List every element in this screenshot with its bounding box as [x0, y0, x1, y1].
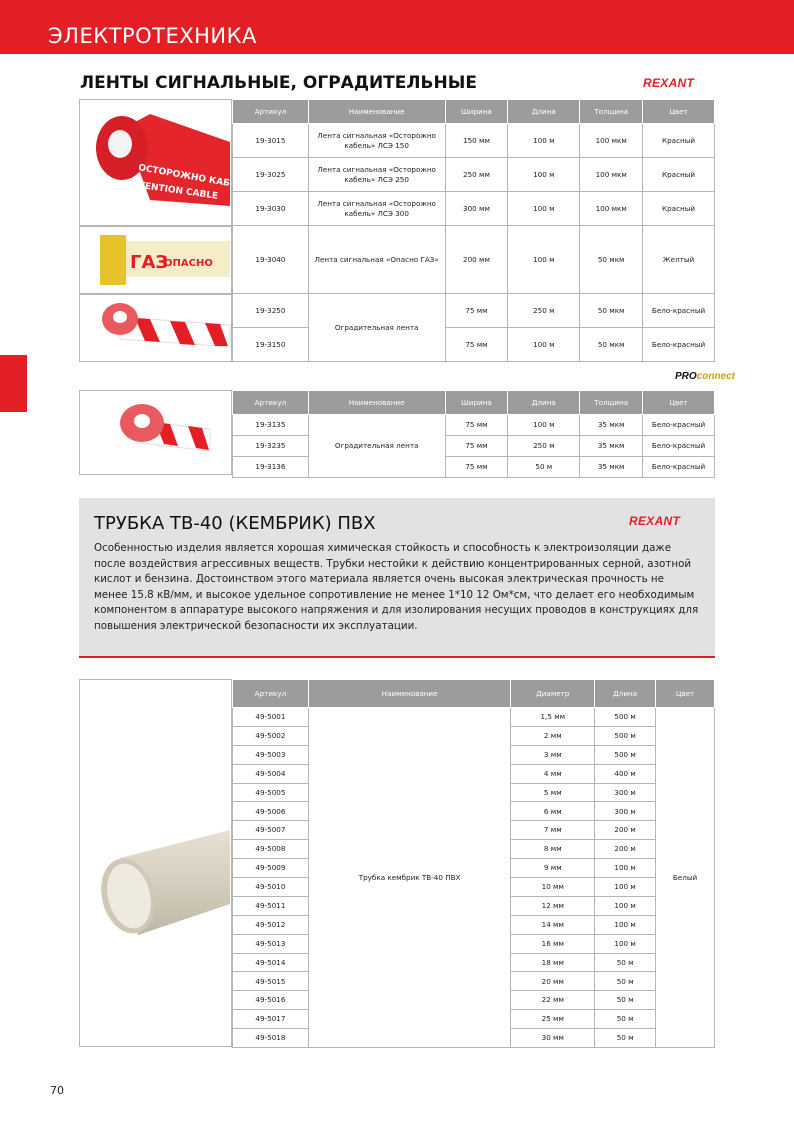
cell-length: 500 м	[595, 726, 656, 745]
product-image-pvc-tube	[79, 679, 232, 1047]
product-image-barrier-tape	[79, 294, 232, 362]
col-header-width: Ширина	[445, 100, 508, 124]
cell-diameter: 25 мм	[511, 1010, 595, 1029]
tube-table	[232, 679, 715, 1048]
cell-sku: 19-3135	[233, 415, 309, 436]
table-row	[233, 457, 715, 478]
cell-color: Красный	[643, 192, 715, 226]
cell-length: 100 м	[595, 859, 656, 878]
col-header-sku: Артикул	[233, 100, 309, 124]
cell-diameter: 20 мм	[511, 972, 595, 991]
col-header-name: Наименование	[308, 100, 445, 124]
cell-diameter: 18 мм	[511, 953, 595, 972]
table-header-row	[233, 391, 715, 415]
col-header-name: Наименование	[308, 391, 445, 415]
cell-diameter: 12 мм	[511, 896, 595, 915]
cell-sku: 19-3250	[233, 294, 309, 328]
cell-length: 100 м	[595, 878, 656, 897]
cell-sku: 49-5008	[233, 840, 309, 859]
cell-thickness: 100 мкм	[580, 124, 643, 158]
cell-sku: 19-3030	[233, 192, 309, 226]
cell-length: 50 м	[595, 1029, 656, 1048]
col-header-diameter: Диаметр	[511, 680, 595, 708]
product-image-barrier-tape-pro	[79, 390, 232, 475]
cell-length: 100 м	[595, 934, 656, 953]
col-header-length: Длина	[595, 680, 656, 708]
cell-color: Бело-красный	[643, 294, 715, 328]
cell-length: 300 м	[595, 802, 656, 821]
cell-diameter: 6 мм	[511, 802, 595, 821]
cell-thickness: 35 мкм	[580, 457, 643, 478]
col-header-length: Длина	[508, 100, 580, 124]
cell-sku: 49-5007	[233, 821, 309, 840]
cell-length: 400 м	[595, 764, 656, 783]
cell-name-merged: Оградительная лента	[308, 294, 445, 362]
cell-color: Желтый	[643, 226, 715, 294]
cell-width: 150 мм	[445, 124, 508, 158]
cell-sku: 49-5006	[233, 802, 309, 821]
cell-name: Лента сигнальная «Осторожно кабель» ЛСЭ 300	[308, 192, 445, 226]
cell-sku: 49-5014	[233, 953, 309, 972]
cell-thickness: 100 мкм	[580, 158, 643, 192]
cell-length: 250 м	[508, 436, 580, 457]
cell-diameter: 8 мм	[511, 840, 595, 859]
cell-length: 50 м	[595, 1010, 656, 1029]
divider	[79, 656, 715, 658]
product-image-cable-tape	[79, 99, 232, 226]
col-header-length: Длина	[508, 391, 580, 415]
cell-sku: 19-3235	[233, 436, 309, 457]
cell-length: 200 м	[595, 821, 656, 840]
table-row	[233, 436, 715, 457]
cell-sku: 49-5016	[233, 991, 309, 1010]
tape-print-1: ОСТОРОЖНО КАБЕЛЬ	[137, 163, 231, 193]
cell-diameter: 10 мм	[511, 878, 595, 897]
cell-diameter: 9 мм	[511, 859, 595, 878]
cell-sku: 49-5009	[233, 859, 309, 878]
col-header-sku: Артикул	[233, 391, 309, 415]
cell-sku: 49-5010	[233, 878, 309, 897]
cell-thickness: 100 мкм	[580, 192, 643, 226]
cell-length: 200 м	[595, 840, 656, 859]
cell-name: Лента сигнальная «Опасно ГАЗ»	[308, 226, 445, 294]
cell-sku: 19-3150	[233, 328, 309, 362]
cell-width: 75 мм	[445, 457, 508, 478]
rexant-logo-2: REXANT	[629, 514, 681, 528]
cell-diameter: 4 мм	[511, 764, 595, 783]
cell-color: Красный	[643, 124, 715, 158]
cell-diameter: 14 мм	[511, 915, 595, 934]
cell-length: 100 м	[508, 192, 580, 226]
cell-color: Бело-красный	[643, 415, 715, 436]
cell-sku: 19-3040	[233, 226, 309, 294]
cell-width: 75 мм	[445, 415, 508, 436]
cell-length: 100 м	[508, 415, 580, 436]
proconnect-logo: PROconnect	[675, 371, 736, 382]
cell-sku: 49-5012	[233, 915, 309, 934]
cell-diameter: 3 мм	[511, 745, 595, 764]
rexant-logo: REXANT	[643, 76, 695, 90]
table-row	[233, 708, 715, 727]
cell-length: 250 м	[508, 294, 580, 328]
cell-name-merged: Оградительная лента	[308, 415, 445, 478]
cell-width: 250 мм	[445, 158, 508, 192]
cell-color-merged: Белый	[656, 708, 715, 1048]
header-band	[0, 0, 794, 54]
cell-name: Лента сигнальная «Осторожно кабель» ЛСЭ 250	[308, 158, 445, 192]
cell-sku: 49-5001	[233, 708, 309, 727]
table-row	[233, 158, 715, 192]
cell-length: 50 м	[508, 457, 580, 478]
cell-length: 100 м	[508, 328, 580, 362]
cell-diameter: 2 мм	[511, 726, 595, 745]
section-title-tapes: ЛЕНТЫ СИГНАЛЬНЫЕ, ОГРАДИТЕЛЬНЫЕ	[80, 73, 477, 93]
col-header-thickness: Толщина	[580, 100, 643, 124]
table-row	[233, 328, 715, 362]
cell-sku: 19-3025	[233, 158, 309, 192]
cell-diameter: 30 мм	[511, 1029, 595, 1048]
cell-length: 100 м	[508, 124, 580, 158]
cell-thickness: 35 мкм	[580, 415, 643, 436]
cell-sku: 49-5011	[233, 896, 309, 915]
cell-thickness: 50 мкм	[580, 294, 643, 328]
table-header-row	[233, 680, 715, 708]
col-header-color: Цвет	[643, 100, 715, 124]
cell-color: Бело-красный	[643, 436, 715, 457]
cell-length: 100 м	[595, 896, 656, 915]
page-number: 70	[50, 1084, 64, 1097]
tapes-pro-table	[232, 390, 715, 478]
category-title: ЭЛЕКТРОТЕХНИКА	[48, 24, 257, 48]
cell-sku: 49-5002	[233, 726, 309, 745]
tube-description: Особенностью изделия является хорошая химическая стойкость и способность к электроизоляции даже после воздействия агрессивных веществ. Трубки нестойки к действию концентрированных серной, азотной кислот и бензина. Достоинством этого материала является очень высокая электрическая прочность не менее 15.8 кВ/мм, и высокое удельное сопротивление не менее 1*10 12 Ом*см, что делает его необходимым компонентом в аппаратуре высокого напряжения и для изолирования несущих проводов в конструкциях для повышения электрической безопасности их эксплуатации.	[94, 542, 699, 632]
cell-diameter: 1,5 мм	[511, 708, 595, 727]
col-header-sku: Артикул	[233, 680, 309, 708]
cell-sku: 49-5017	[233, 1010, 309, 1029]
tape-print-2: ATTENTION CABLE	[125, 179, 219, 202]
cell-color: Бело-красный	[643, 457, 715, 478]
cell-width: 200 мм	[445, 226, 508, 294]
cell-diameter: 16 мм	[511, 934, 595, 953]
cell-length: 50 м	[595, 953, 656, 972]
cell-length: 100 м	[508, 158, 580, 192]
table-header-row	[233, 100, 715, 124]
col-header-width: Ширина	[445, 391, 508, 415]
cell-thickness: 50 мкм	[580, 226, 643, 294]
cell-color: Красный	[643, 158, 715, 192]
cell-color: Бело-красный	[643, 328, 715, 362]
cell-diameter: 7 мм	[511, 821, 595, 840]
gas-print-1: ГАЗ	[130, 252, 169, 273]
cell-sku: 19-3136	[233, 457, 309, 478]
cell-length: 500 м	[595, 708, 656, 727]
table-row	[233, 124, 715, 158]
cell-name-merged: Трубка кембрик ТВ-40 ПВХ	[308, 708, 511, 1048]
cell-diameter: 5 мм	[511, 783, 595, 802]
section-title-tube: ТРУБКА ТВ-40 (КЕМБРИК) ПВХ	[94, 513, 376, 534]
cell-length: 100 м	[508, 226, 580, 294]
cell-sku: 49-5013	[233, 934, 309, 953]
col-header-thickness: Толщина	[580, 391, 643, 415]
cell-sku: 49-5005	[233, 783, 309, 802]
col-header-name: Наименование	[308, 680, 511, 708]
col-header-color: Цвет	[656, 680, 715, 708]
cell-length: 50 м	[595, 991, 656, 1010]
cell-length: 500 м	[595, 745, 656, 764]
cell-sku: 49-5004	[233, 764, 309, 783]
cell-width: 75 мм	[445, 328, 508, 362]
cell-sku: 49-5015	[233, 972, 309, 991]
table-row	[233, 192, 715, 226]
product-image-gas-tape	[79, 226, 232, 294]
cell-length: 50 м	[595, 972, 656, 991]
cell-sku: 49-5003	[233, 745, 309, 764]
cell-thickness: 50 мкм	[580, 328, 643, 362]
cell-sku: 19-3015	[233, 124, 309, 158]
col-header-color: Цвет	[643, 391, 715, 415]
cell-length: 100 м	[595, 915, 656, 934]
cell-diameter: 22 мм	[511, 991, 595, 1010]
tapes-table	[232, 99, 715, 362]
cell-width: 75 мм	[445, 294, 508, 328]
side-tab-marker	[0, 355, 27, 412]
gas-print-2: ОПАСНО	[164, 258, 213, 269]
cell-sku: 49-5018	[233, 1029, 309, 1048]
cell-width: 300 мм	[445, 192, 508, 226]
table-row	[233, 294, 715, 328]
table-row	[233, 415, 715, 436]
cell-width: 75 мм	[445, 436, 508, 457]
table-row	[233, 226, 715, 294]
cell-length: 300 м	[595, 783, 656, 802]
cell-name: Лента сигнальная «Осторожно кабель» ЛСЭ 150	[308, 124, 445, 158]
cell-thickness: 35 мкм	[580, 436, 643, 457]
